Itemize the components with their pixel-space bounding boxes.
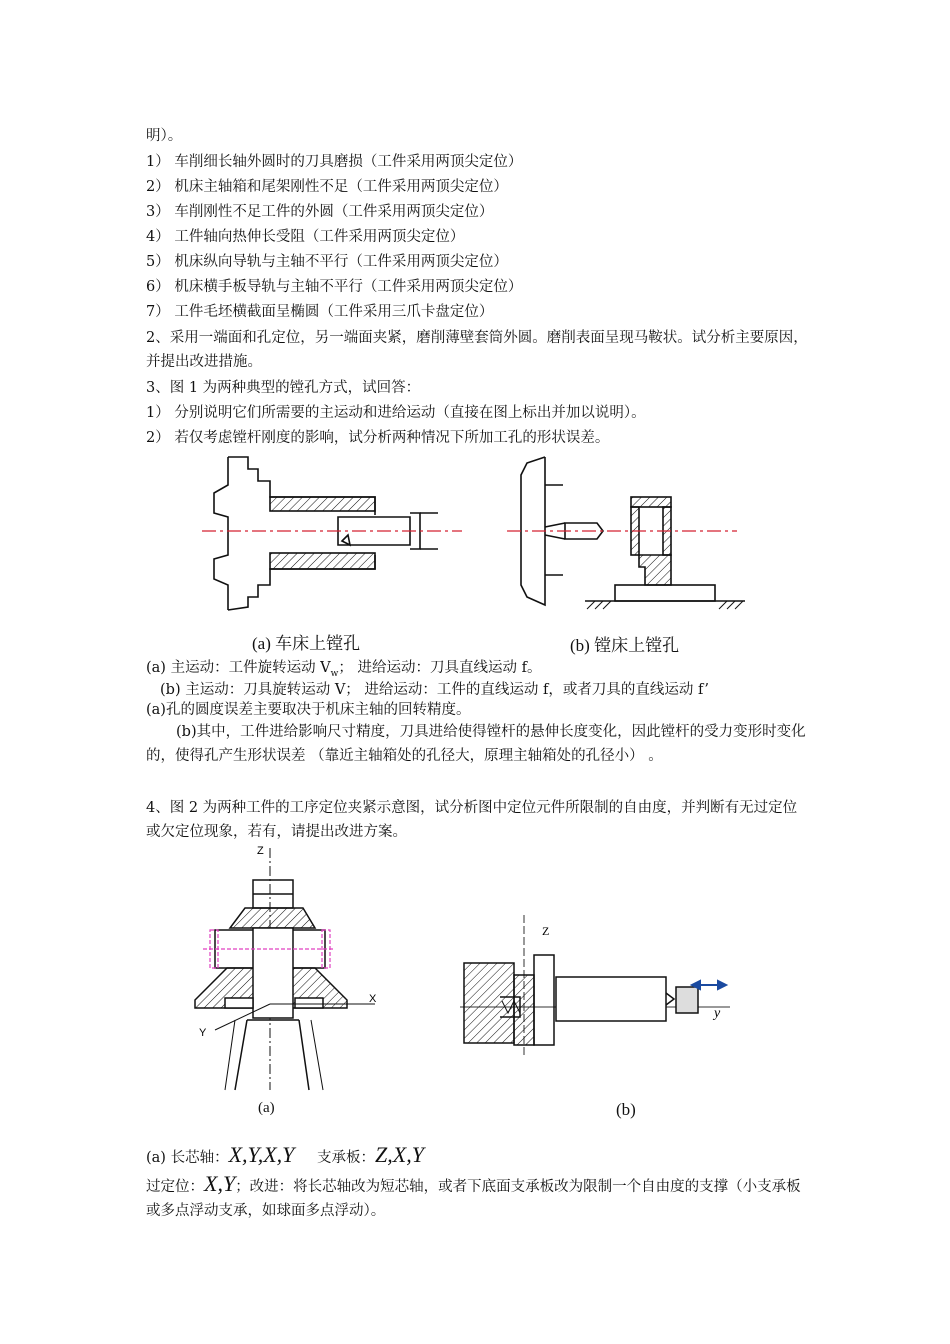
question-4: 4、图 2 为两种工件的工序定位夹紧示意图，试分析图中定位元件所限制的自由度，并判断有无过定位或欠定位现象，若有，请提出改进方案。	[146, 800, 798, 840]
z-axis-label: Z	[542, 924, 550, 938]
figure-1b-boring-machine	[505, 455, 755, 615]
text-line: 7） 工件毛坯横截面呈椭圆（工件采用三爪卡盘定位）	[146, 304, 494, 320]
text-line: 1） 车削细长轴外圆时的刀具磨损（工件采用两顶尖定位）	[146, 154, 523, 170]
answer-line: (b) 主运动：刀具旋转运动 V； 进给运动：工件的直线运动 f，或者刀具的直线运动 f’	[160, 682, 710, 698]
text-line: 2） 机床主轴箱和尾架刚性不足（工件采用两顶尖定位）	[146, 179, 508, 195]
figure-1b-caption: (b) 镗床上镗孔	[570, 636, 680, 655]
question-2: 2、采用一端面和孔定位，另一端面夹紧，磨削薄壁套筒外圆。磨削表面呈现马鞍状。试分析主要原因，并提出改进措施。	[146, 330, 808, 370]
text-line: 3） 车削刚性不足工件的外圆（工件采用两顶尖定位）	[146, 204, 494, 220]
text-line: 5） 机床纵向导轨与主轴不平行（工件采用两顶尖定位）	[146, 254, 508, 270]
x-axis-label: X	[369, 993, 377, 1005]
text-line: 2） 若仅考虑镗杆刚度的影响，试分析两种情况下所加工孔的形状误差。	[146, 430, 610, 446]
figure-2b-shaft-fixture	[460, 915, 740, 1065]
text-line: 6） 机床横手板导轨与主轴不平行（工件采用两顶尖定位）	[146, 279, 523, 295]
text-line: 明）。	[146, 128, 183, 144]
z-axis-label: Z	[257, 845, 264, 857]
text-line: 4） 工件轴向热伸长受阻（工件采用两顶尖定位）	[146, 229, 465, 245]
answer-line: (a)孔的圆度误差主要取决于机床主轴的回转精度。	[146, 702, 471, 718]
y-axis-label: y	[714, 1006, 721, 1021]
question-3: 3、图 1 为两种典型的镗孔方式，试回答：	[146, 380, 421, 396]
figure-2b-caption: (b)	[616, 1100, 636, 1119]
answer-paragraph: (b)其中，工件进给影响尺寸精度，刀具进给使得镗杆的悬伸长度变化，因此镗杆的受力变形时变化的，使得孔产生形状误差 （靠近主轴箱处的孔径大，原理主轴箱处的孔径小） 。	[146, 724, 806, 764]
text-line: 1） 分别说明它们所需要的主运动和进给运动（直接在图上标出并加以说明）。	[146, 405, 646, 421]
y-axis-label: Y	[199, 1027, 207, 1039]
answer-line: (a) 长芯轴：X,Y,X,Y 支承板：Z,X,Y	[146, 1142, 424, 1167]
answer-line: (a) 主运动：工件旋转运动 $V_w$； 进给运动：刀具直线运动 f。	[146, 660, 542, 679]
answer-paragraph: 过定位：X,Y；改进：将长芯轴改为短芯轴，或者下底面支承板改为限制一个自由度的支撑（小支承板或多点浮动支承，如球面多点浮动）。	[146, 1171, 801, 1219]
figure-2a-mandrel	[185, 840, 395, 1120]
figure-1a-lathe-boring	[200, 455, 470, 615]
figure-1a-caption: (a) 车床上镗孔	[252, 634, 361, 653]
figure-2a-caption: (a)	[258, 1100, 275, 1116]
